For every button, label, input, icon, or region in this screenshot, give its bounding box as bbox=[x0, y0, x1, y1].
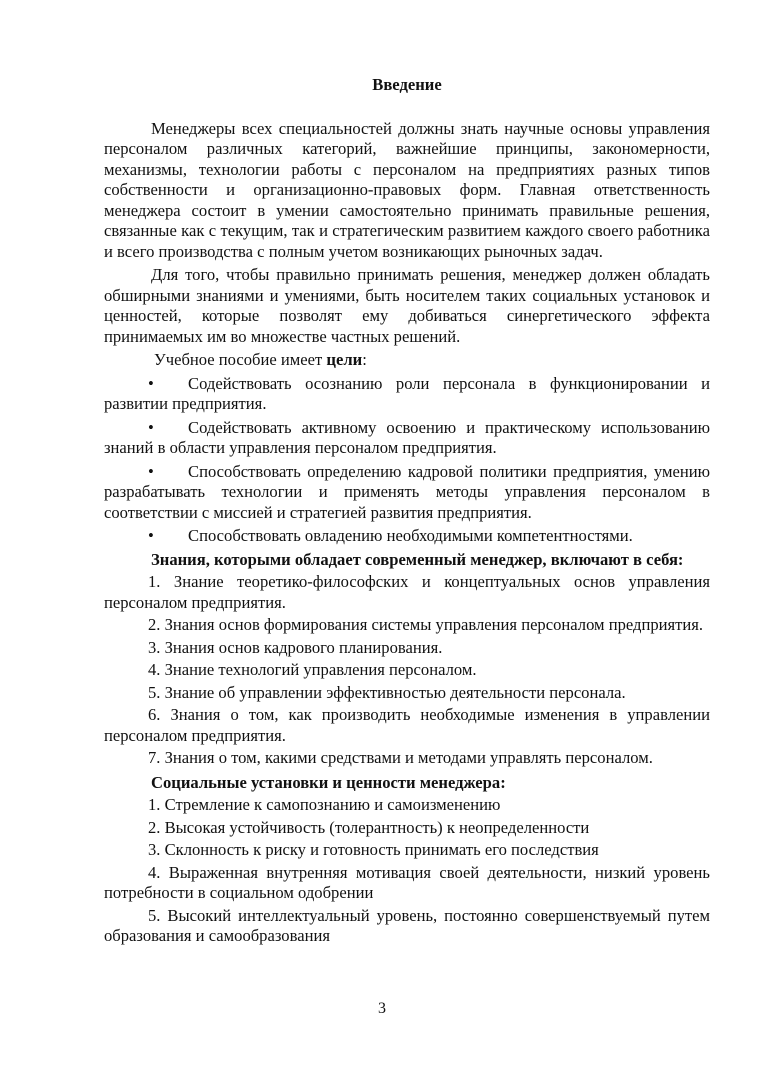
knowledge-list bbox=[104, 572, 710, 769]
list-item bbox=[104, 374, 710, 415]
list-item: 4. Выраженная внутренняя мотивация своей деятельности, низкий уровень потребности в социальном одобрении bbox=[104, 862, 710, 902]
list-item: 2. Знания основ формирования системы управления персоналом предприятия. bbox=[148, 615, 704, 634]
list-item bbox=[104, 526, 710, 547]
page-number: 3 bbox=[378, 1000, 386, 1017]
goal-text: Содействовать осознанию роли персонала в функционировании и развитии предприятия. bbox=[104, 373, 710, 413]
list-item: 4. Знание технологий управления персоналом. bbox=[148, 660, 477, 679]
list-item: 6. Знания о том, как производить необходимые изменения в управлении персоналом предприятия. bbox=[104, 705, 710, 745]
values-list bbox=[104, 795, 710, 947]
bullet-icon: • bbox=[148, 526, 154, 545]
intro-paragraph-2: Для того, чтобы правильно принимать решения, менеджер должен обладать обширными знаниями и умениями, быть носителем таких социальных установок и ценностей, которые позволят ему добиваться синергетического эффекта принимаемых им во множестве частных решений. bbox=[104, 265, 710, 346]
goal-text: Способствовать овладению необходимыми компетентностями. bbox=[188, 526, 633, 545]
goals-keyword: цели bbox=[326, 350, 363, 369]
goal-text: Содействовать активному освоению и практическому использованию знаний в области управления персоналом предприятия. bbox=[104, 417, 710, 457]
list-item: 1. Знание теоретико-философских и концептуальных основ управления персоналом предприятия. bbox=[104, 572, 710, 612]
list-item bbox=[104, 462, 710, 524]
bullet-icon: • bbox=[148, 461, 154, 481]
goals-intro-colon: : bbox=[362, 350, 367, 369]
list-item: 3. Знания основ кадрового планирования. bbox=[148, 637, 443, 657]
intro-paragraph-1: Менеджеры всех специальностей должны знать научные основы управления персоналом различных категорий, важнейшие принципы, закономерности, механизмы, технологии работы с персоналом на предприятиях разных типов собственности и организационно-правовых форм. Главная ответственность менеджера состоит в умении самостоятельно принимать правильные решения, связанные как с текущим, так и стратегическим развитием каждого своего работника и всего производства с полным учетом возникающих рыночных задач. bbox=[104, 118, 710, 261]
list-item: 5. Высокий интеллектуальный уровень, постоянно совершенствуемый путем образования и самообразования bbox=[104, 905, 710, 945]
goals-intro bbox=[104, 350, 710, 371]
list-item: 7. Знания о том, какими средствами и методами управлять персоналом. bbox=[148, 748, 653, 767]
list-item: 2. Высокая устойчивость (толерантность) к неопределенности bbox=[148, 817, 590, 837]
list-item: 3. Склонность к риску и готовность принимать его последствия bbox=[148, 840, 599, 859]
bullet-icon: • bbox=[148, 373, 154, 393]
page-body bbox=[104, 0, 710, 947]
list-item: 5. Знание об управлении эффективностью деятельности персонала. bbox=[148, 682, 626, 702]
page-title: Введение bbox=[372, 75, 442, 94]
list-item bbox=[104, 418, 710, 459]
list-item: 1. Стремление к самопознанию и самоизменению bbox=[148, 795, 501, 814]
goals-list bbox=[104, 374, 710, 547]
knowledge-heading: Знания, которыми обладает современный менеджер, включают в себя: bbox=[151, 549, 684, 569]
bullet-icon: • bbox=[148, 417, 154, 437]
goals-intro-text: Учебное пособие имеет bbox=[154, 350, 327, 369]
values-heading: Социальные установки и ценности менеджера: bbox=[151, 772, 506, 792]
goal-text: Способствовать определению кадровой политики предприятия, умению разрабатывать технологии и применять методы управления персоналом в соответствии с миссией и стратегией развития предприятия. bbox=[104, 461, 710, 522]
